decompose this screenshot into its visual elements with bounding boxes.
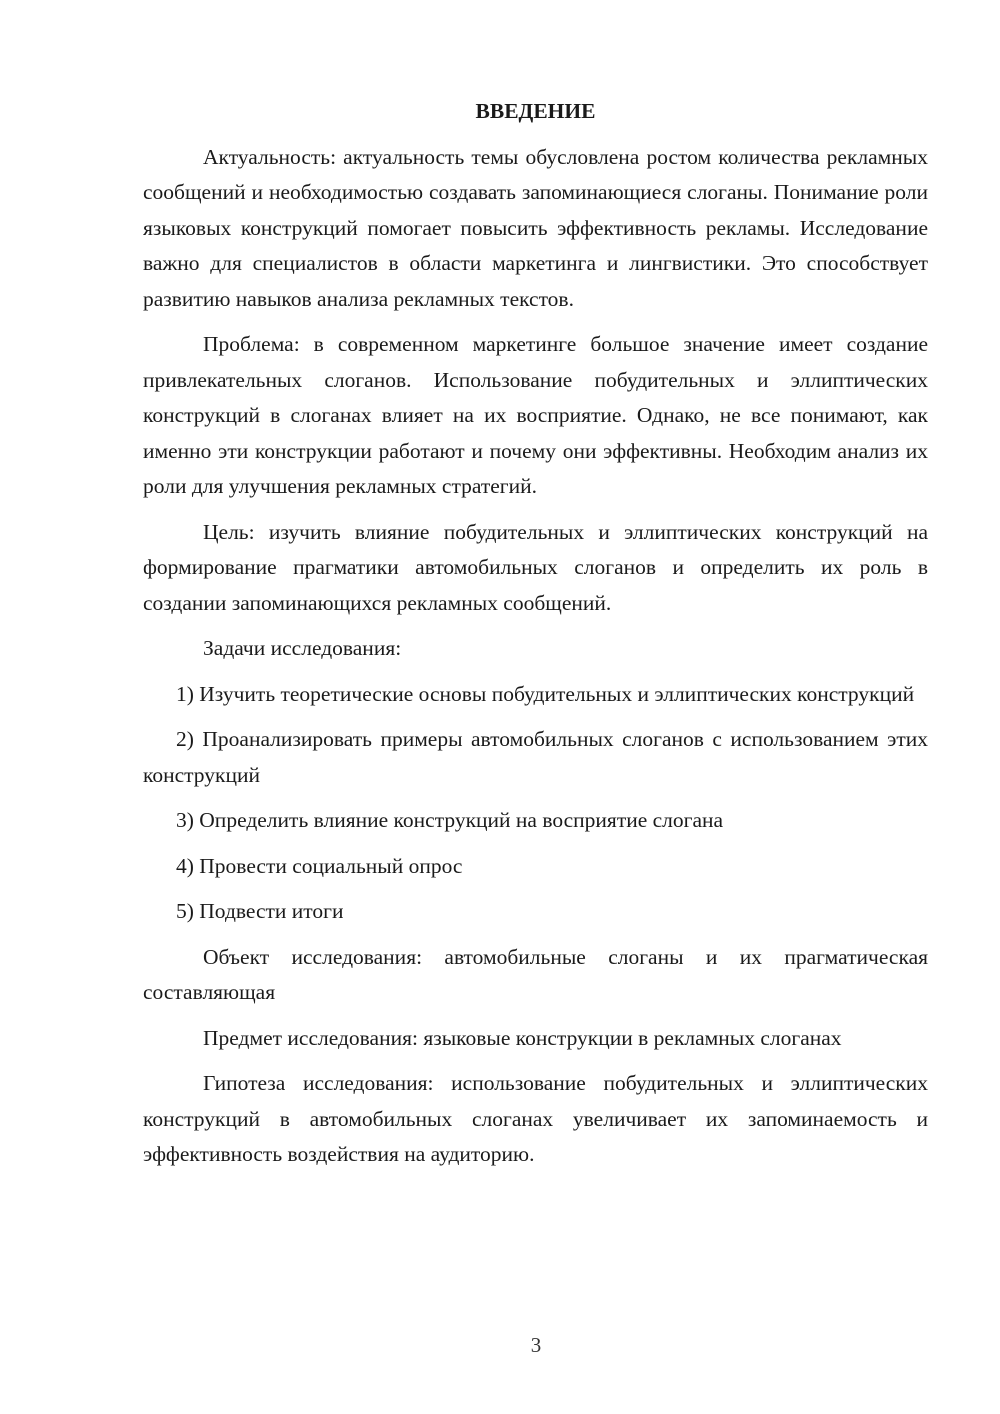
task-item-4: 4) Провести социальный опрос [176, 853, 463, 878]
page-number: 3 [530, 1333, 542, 1357]
task-item-1: 1) Изучить теоретические основы побудительных и эллиптических конструкций [176, 681, 915, 706]
subject-paragraph: Предмет исследования: языковые конструкции в рекламных слоганах [203, 1025, 842, 1050]
problem-paragraph: Проблема: в современном маркетинге большое значение имеет создание привлекательных слоганов. Использование побудительных и эллиптических конструкций в слоганах влияет на их восприятие. Однако, не все понимают, как именно эти конструкции работают и почему они эффективны. Необходим анализ их роли для улучшения рекламных стратегий. [143, 332, 928, 498]
tasks-heading: Задачи исследования: [203, 636, 402, 660]
task-item-3: 3) Определить влияние конструкций на восприятие слогана [176, 808, 724, 832]
task-item-5: 5) Подвести итоги [176, 899, 344, 923]
task-item-2: 2) Проанализировать примеры автомобильных слоганов с использованием этих конструкций [143, 727, 928, 787]
page-title: ВВЕДЕНИЕ [475, 99, 596, 123]
relevance-paragraph: Актуальность: актуальность темы обусловлена ростом количества рекламных сообщений и необходимостью создавать запоминающиеся слоганы. Понимание роли языковых конструкций помогает повысить эффективность рекламы. Исследование важно для специалистов в области маркетинга и лингвистики. Это способствует развитию навыков анализа рекламных текстов. [143, 144, 928, 311]
hypothesis-paragraph: Гипотеза исследования: использование побудительных и эллиптических конструкций в автомобильных слоганах увеличивает их запоминаемость и эффективность воздействия на аудиторию. [143, 1071, 928, 1166]
document-page [143, 94, 928, 1183]
goal-paragraph: Цель: изучить влияние побудительных и эллиптических конструкций на формирование прагматики автомобильных слоганов и определить их роль в создании запоминающихся рекламных сообщений. [143, 519, 928, 615]
object-paragraph: Объект исследования: автомобильные слоганы и их прагматическая составляющая [143, 944, 928, 1004]
